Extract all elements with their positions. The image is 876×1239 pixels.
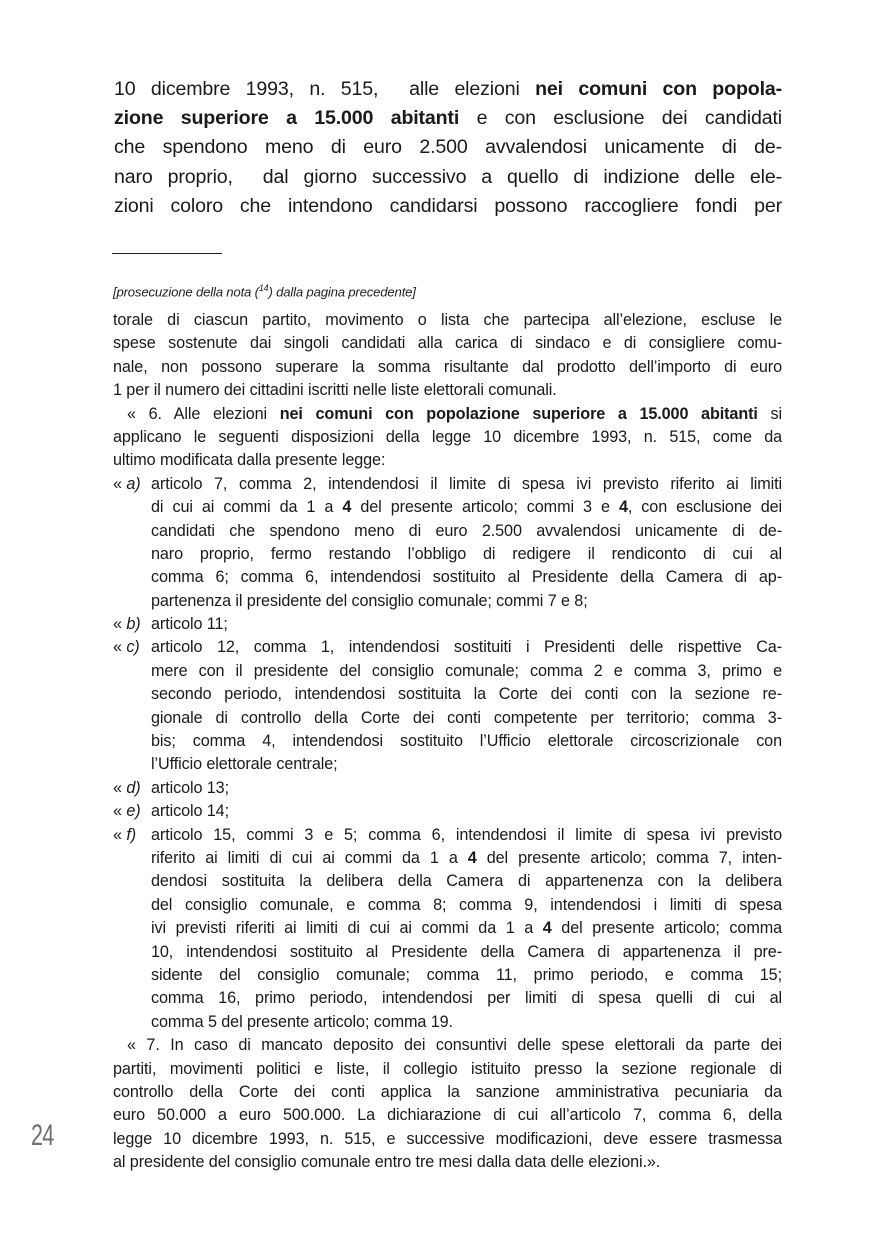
footnote-line: 1 per il numero dei cittadini iscritti nelle liste elettorali comunali. xyxy=(113,381,557,400)
quote-mark: « xyxy=(113,825,127,844)
text-run: comma 6; comma 6, intendendosi sostituito al Presidente della Camera di ap- xyxy=(151,568,782,587)
page-number: 24 xyxy=(31,1119,54,1152)
para7-line: « 7. In caso di mancato deposito dei consuntivi delle spese elettorali da parte dei xyxy=(127,1036,782,1055)
item-line xyxy=(113,543,782,566)
text-run: articolo 13; xyxy=(151,778,229,797)
quote-mark: « xyxy=(113,802,127,821)
text-run: articolo 7, comma 2, intendendosi il limite di spesa ivi previsto riferito ai limiti xyxy=(151,474,782,493)
footnote-ref: 14 xyxy=(258,283,269,293)
item-line xyxy=(113,777,782,800)
main-line xyxy=(114,192,782,221)
main-line xyxy=(114,163,782,192)
text-run: sidente del consiglio comunale; comma 11, primo periodo, e comma 15; xyxy=(151,965,782,984)
item-line xyxy=(113,800,782,823)
text-run: 10 dicembre 1993, n. 515, alle elezioni xyxy=(114,78,536,100)
text-run: dendosi sostituita la delibera della Camera di appartenenza con la delibera xyxy=(151,872,782,891)
para7-line: euro 50.000 a euro 500.000. La dichiarazione di cui all’articolo 7, comma 6, della xyxy=(113,1106,782,1125)
text-run: del consiglio comunale, e comma 8; comma 9, intendendosi i limiti di spesa xyxy=(151,895,782,914)
text-run: naro proprio, dal giorno successivo a quello di indizione delle ele- xyxy=(114,165,782,188)
label-text: ) dalla pagina precedente] xyxy=(268,284,416,300)
label-text: [prosecuzione della nota ( xyxy=(113,284,259,300)
para6-line xyxy=(113,403,782,426)
item-line xyxy=(113,941,782,964)
main-body-text xyxy=(114,75,782,221)
text-run: ivi previsti riferiti ai limiti di cui ai commi da 1 a xyxy=(151,919,543,938)
bold-text-run: 4 xyxy=(618,498,628,517)
text-run: si xyxy=(757,404,782,423)
list-item-e xyxy=(113,800,782,823)
item-line xyxy=(113,707,782,730)
text-run: bis; comma 4, intendendosi sostituito l’Ufficio elettorale circoscrizionale con xyxy=(151,732,782,751)
para7-line: legge 10 dicembre 1993, n. 515, e successive modificazioni, deve essere trasmessa xyxy=(113,1129,782,1148)
footnote-continuation-label xyxy=(113,283,416,299)
quote-mark: « xyxy=(113,474,127,493)
footnote-line: nale, non possono superare la somma risultante dal prodotto dell’importo di euro xyxy=(113,357,782,376)
quote-mark: « xyxy=(113,778,127,797)
list-item-c xyxy=(113,636,782,776)
item-marker xyxy=(113,636,140,659)
item-line xyxy=(113,824,782,847)
para6-line: applicano le seguenti disposizioni della legge 10 dicembre 1993, n. 515, come da xyxy=(113,427,782,446)
text-run: gionale di controllo della Corte dei conti competente per territorio; comma 3- xyxy=(151,708,782,727)
item-line xyxy=(113,917,782,940)
bold-text-run: 4 xyxy=(467,848,477,867)
item-line xyxy=(113,566,782,589)
item-letter: b) xyxy=(126,615,141,634)
item-line xyxy=(113,870,782,893)
text-run: , con esclusione dei xyxy=(627,498,783,517)
para7-line: al presidente del consiglio comunale entro tre mesi dalla data delle elezioni.». xyxy=(113,1153,661,1172)
item-letter: a) xyxy=(126,474,141,493)
item-letter: c) xyxy=(126,638,140,657)
quote-mark: « xyxy=(113,615,127,634)
item-line xyxy=(113,964,782,987)
main-line xyxy=(114,75,782,104)
list-item-d xyxy=(113,777,782,800)
para6-line: ultimo modificata dalla presente legge: xyxy=(113,451,386,470)
list-item-b xyxy=(113,613,782,636)
para7-line: partiti, movimenti politici e liste, il collegio istituito presso la sezione regionale di xyxy=(113,1059,782,1078)
text-run: 10, intendendosi sostituito al Presidente della Camera di appartenenza il pre- xyxy=(151,942,782,961)
item-line xyxy=(113,636,782,659)
item-line xyxy=(113,660,782,683)
list-item-f xyxy=(113,824,782,1035)
item-line xyxy=(113,683,782,706)
text-run: di cui ai commi da 1 a xyxy=(151,498,343,517)
text-run: del presente articolo; comma 7, inten- xyxy=(476,848,782,867)
list-item-a xyxy=(113,473,782,613)
text-run: naro proprio, fermo restando l’obbligo di redigere il rendiconto di cui al xyxy=(151,544,782,563)
text-run: che spendono meno di euro 2.500 avvalendosi unicamente di de- xyxy=(114,136,782,159)
text-run: riferito ai limiti di cui ai commi da 1 a xyxy=(151,848,468,867)
text-run: del presente articolo; comma xyxy=(551,919,782,938)
item-line xyxy=(113,753,782,776)
item-line xyxy=(113,987,782,1010)
bold-text-run: nei comuni con popola- xyxy=(535,78,782,100)
footnote-separator xyxy=(112,253,222,254)
item-letter: d) xyxy=(126,778,141,797)
item-line xyxy=(113,520,782,543)
item-line xyxy=(113,613,782,636)
item-line xyxy=(113,847,782,870)
item-line xyxy=(113,730,782,753)
item-line xyxy=(113,894,782,917)
text-run: comma 5 del presente articolo; comma 19. xyxy=(151,1012,453,1031)
item-marker xyxy=(113,777,141,800)
text-run: articolo 12, comma 1, intendendosi sostituiti i Presidenti delle rispettive Ca- xyxy=(151,638,782,657)
text-run: articolo 14; xyxy=(151,802,229,821)
text-run: zioni coloro che intendono candidarsi possono raccogliere fondi per xyxy=(114,194,782,217)
text-run: del presente articolo; commi 3 e xyxy=(351,498,619,517)
item-letter: f) xyxy=(126,825,137,844)
item-line xyxy=(113,590,782,613)
text-run: candidati che spendono meno di euro 2.500 avvalendosi unicamente di de- xyxy=(151,521,782,540)
item-line xyxy=(113,473,782,496)
item-marker xyxy=(113,800,141,823)
main-line xyxy=(114,133,782,162)
footnote-line: spese sostenute dai singoli candidati alla carica di sindaco e di consigliere comu- xyxy=(113,334,782,353)
item-marker xyxy=(113,473,141,496)
text-run: secondo periodo, intendendosi sostituita la Corte dei conti con la sezione re- xyxy=(151,685,782,704)
text-run: comma 16, primo periodo, intendendosi per limiti di spesa quelli di cui al xyxy=(151,989,782,1008)
main-line xyxy=(114,104,782,133)
text-run: partenenza il presidente del consiglio comunale; commi 7 e 8; xyxy=(151,591,588,610)
bold-text-run: 4 xyxy=(542,919,552,938)
text-run: l’Ufficio elettorale centrale; xyxy=(151,755,338,774)
item-letter: e) xyxy=(126,802,141,821)
item-line xyxy=(113,496,782,519)
quote-mark: « xyxy=(113,638,127,657)
bold-text-run: nei comuni con popolazione superiore a 15.000 abitanti xyxy=(279,404,758,423)
text-run: e con esclusione dei candidati xyxy=(459,107,782,130)
footnote-body xyxy=(113,309,782,1174)
bold-text-run: zione superiore a 15.000 abitanti xyxy=(114,107,460,130)
footnote-line: torale di ciascun partito, movimento o lista che partecipa all’elezione, escluse le xyxy=(113,311,782,329)
text-run: mere con il presidente del consiglio comunale; comma 2 e comma 3, primo e xyxy=(151,661,782,680)
item-line xyxy=(113,1011,782,1034)
text-run: articolo 15, commi 3 e 5; comma 6, intendendosi il limite di spesa ivi previsto xyxy=(151,825,782,844)
para7-line: controllo della Corte dei conti applica la sanzione amministrativa pecuniaria da xyxy=(113,1082,782,1101)
bold-text-run: 4 xyxy=(342,498,352,517)
text-run: articolo 11; xyxy=(151,615,228,634)
item-marker xyxy=(113,613,141,636)
text-run: « 6. Alle elezioni xyxy=(127,404,280,423)
item-marker xyxy=(113,824,136,847)
